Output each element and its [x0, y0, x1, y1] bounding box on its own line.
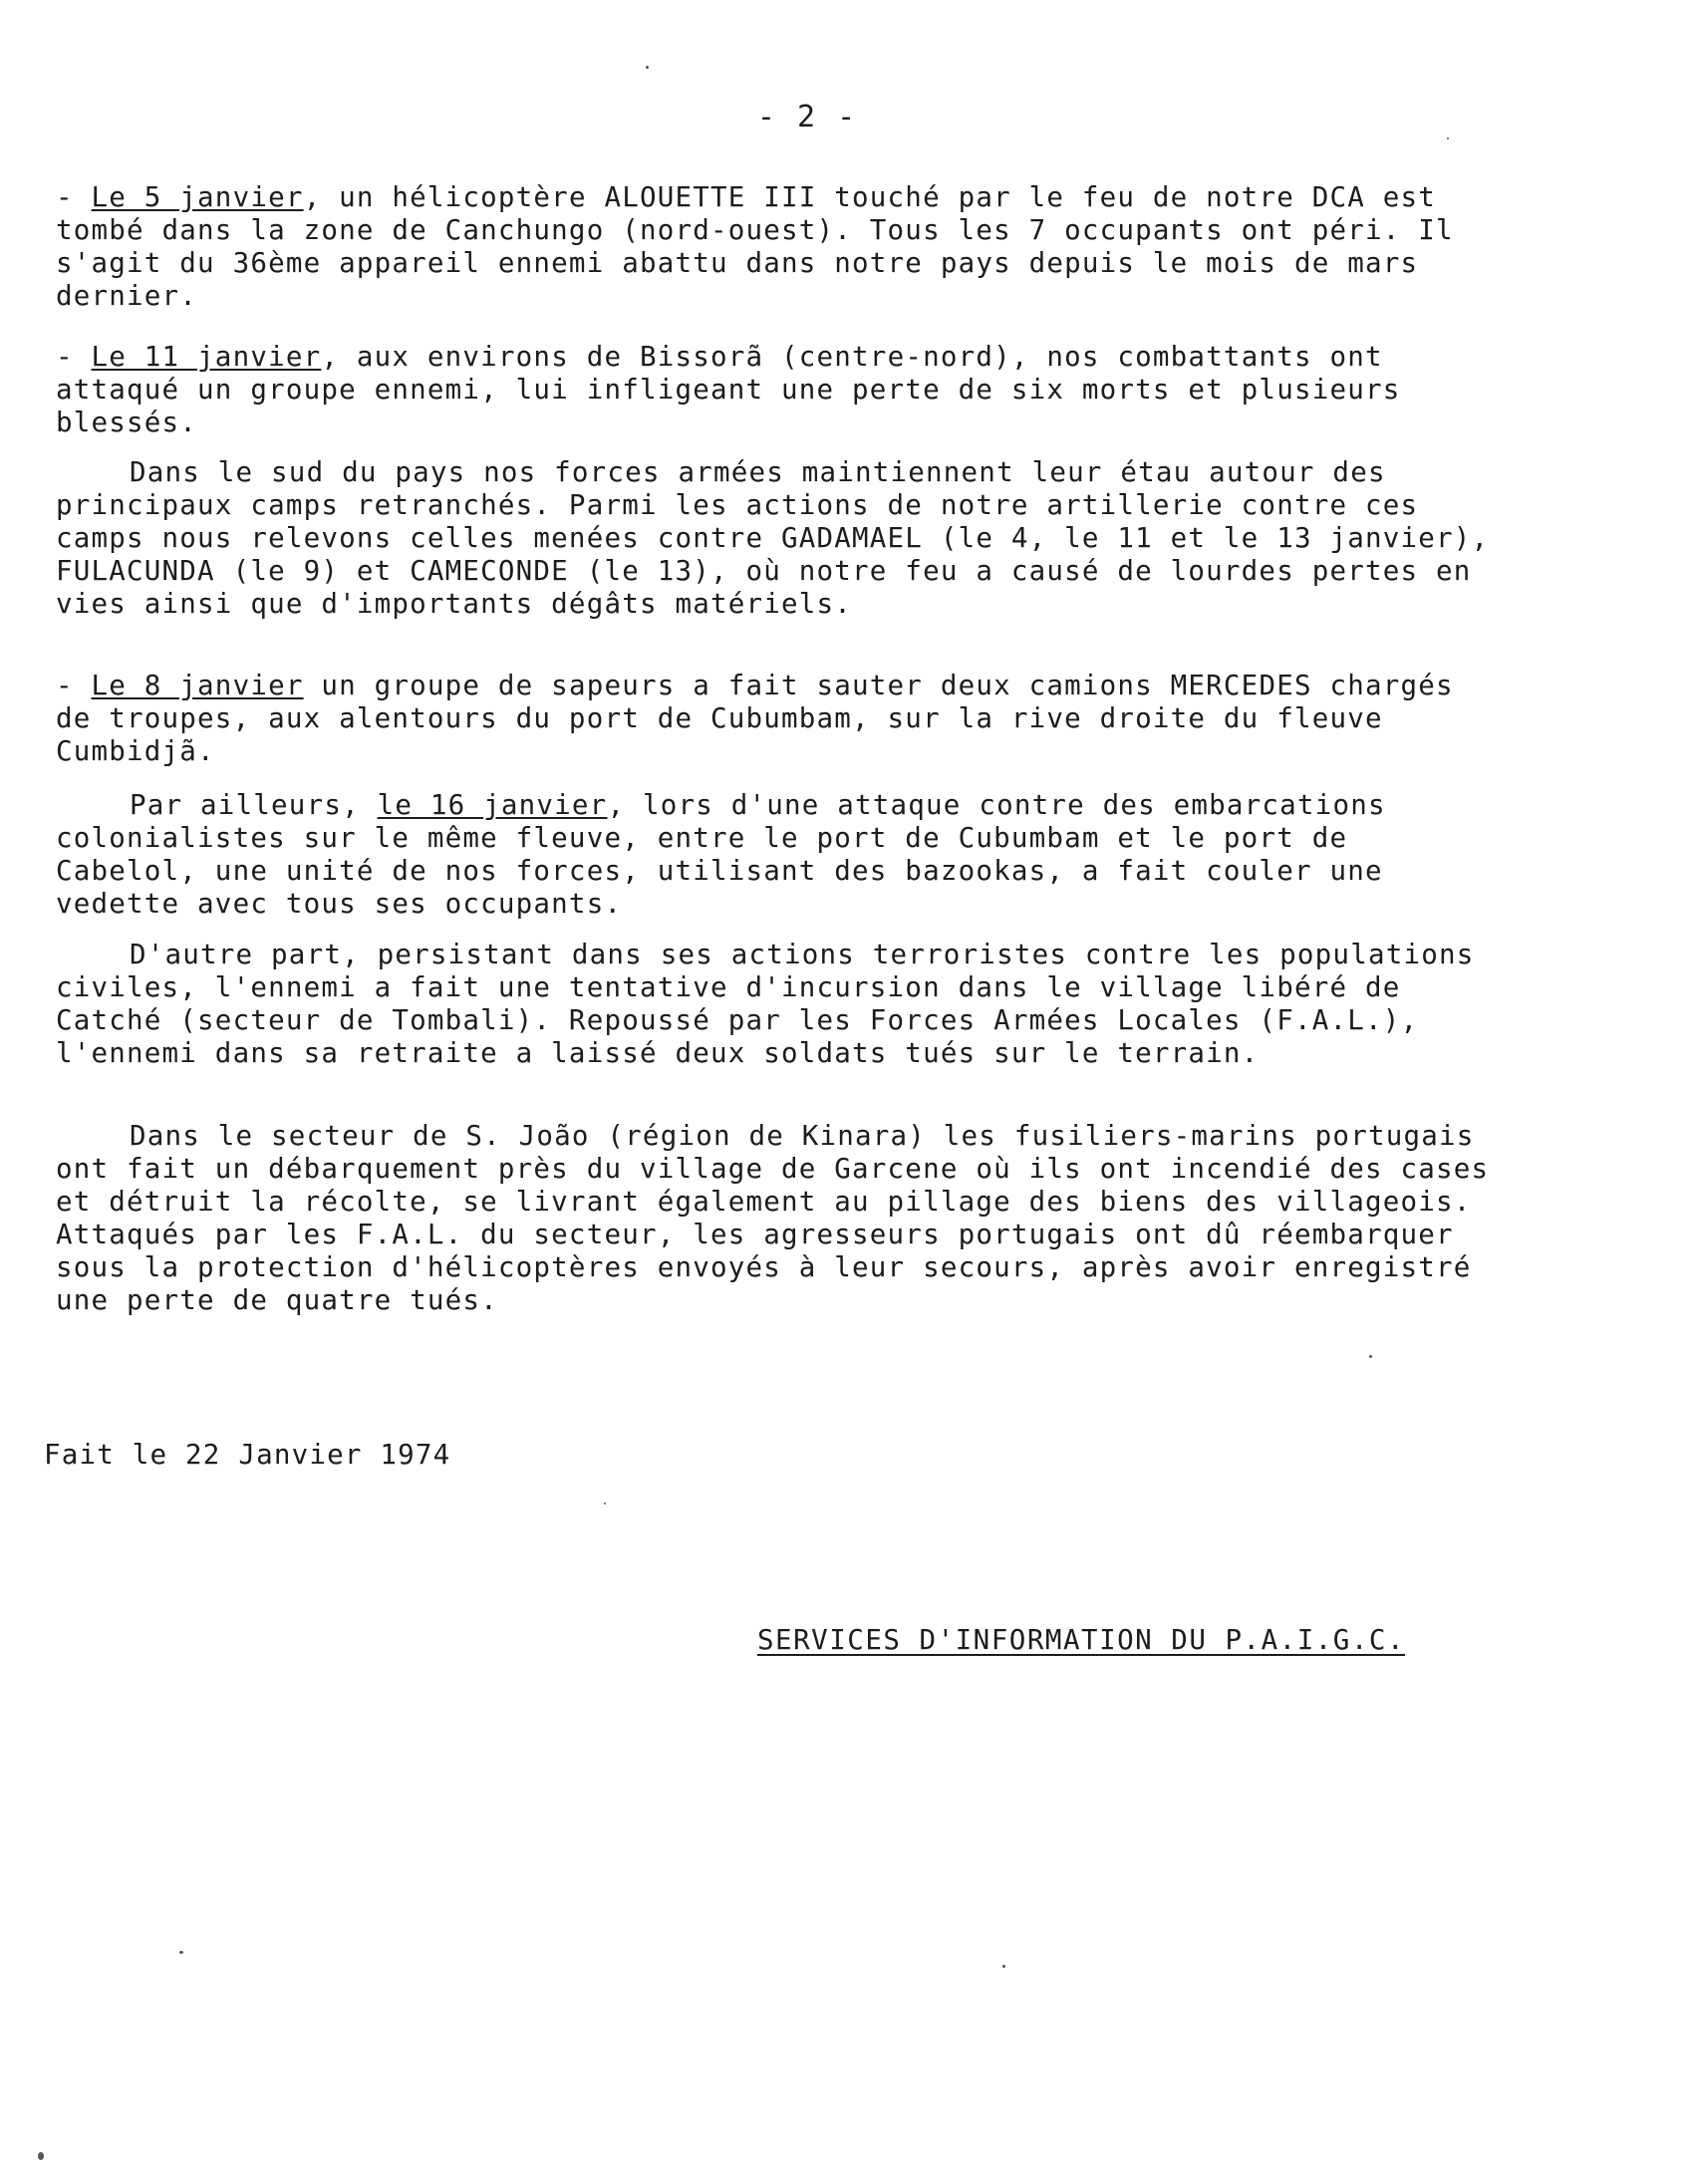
signature-block: SERVICES D'INFORMATION DU P.A.I.G.C. — [757, 1624, 1406, 1656]
paragraph-text: Dans le secteur de S. João (région de Kinara) les fusiliers-marins portugais ont fait un débarquement près du village de Garcene où ils ont incendié des cases et détruit la récolte, se livrant également au pillage des biens des villageois. Attaqués par les F.A.L. du secteur, les agresseurs portugais ont dû réembarquer sous la protection d'hélicoptères envoyés à leur secours, après avoir enregistré une perte de quatre tués. — [56, 1120, 1490, 1316]
closing-date: Fait le 22 Janvier 1974 — [44, 1439, 451, 1471]
scan-speck — [179, 1951, 183, 1954]
paragraph-text: , lors d'une attaque contre des embarcations colonialistes sur le même fleuve, entre le port de Cubumbam et le port de Cabelol, une unité de nos forces, utilisant des bazookas, a fait couler une vedette avec tous ses occupants. — [56, 789, 1386, 920]
paragraph-text: Par ailleurs, — [130, 789, 378, 821]
paragraph-text: , aux environs de Bissorã (centre-nord), nos combattants ont attaqué un groupe ennemi, lui infligeant une perte de six morts et plusieurs blessés. — [56, 341, 1401, 438]
paragraph-boat-attack — [56, 789, 1491, 921]
scan-speck — [38, 2152, 44, 2160]
underlined-date: Le 8 janvier — [91, 670, 304, 701]
paragraph-text: , un hélicoptère ALOUETTE III touché par le feu de notre DCA est tombé dans la zone de Canchungo (nord-ouest). Tous les 7 occupants ont péri. Il s'agit du 36ème appareil ennemi abattu dans notre pays depuis le mois de mars dernier. — [56, 181, 1454, 312]
paragraph-dash: - — [56, 181, 92, 213]
paragraph-incursion — [56, 939, 1491, 1070]
scan-speck — [646, 66, 649, 69]
underlined-date: Le 11 janvier — [91, 341, 322, 373]
paragraph-south — [56, 456, 1491, 621]
paragraph-dash: - — [56, 670, 92, 701]
paragraph-text: D'autre part, persistant dans ses actions terroristes contre les populations civiles, l'ennemi a fait une tentative d'incursion dans le village libéré de Catché (secteur de Tombali). Repoussé par les Forces Armées Locales (F.A.L.), l'ennemi dans sa retraite a laissé deux soldats tués sur le terrain. — [56, 939, 1475, 1069]
paragraph-text: un groupe de sapeurs a fait sauter deux camions MERCEDES chargés de troupes, aux alentours du port de Cubumbam, sur la rive droite du fleuve Cumbidjã. — [56, 670, 1454, 767]
paragraph-helicopter — [56, 181, 1491, 313]
scan-speck — [1447, 137, 1449, 139]
underlined-date: Le 5 janvier — [91, 181, 304, 213]
paragraph-dash: - — [56, 341, 92, 373]
scan-speck — [1002, 1965, 1005, 1968]
scan-speck — [604, 1502, 606, 1504]
scan-speck — [1369, 1355, 1372, 1358]
paragraph-landing — [56, 1120, 1491, 1317]
paragraph-sappers — [56, 670, 1491, 768]
paragraph-text: Dans le sud du pays nos forces armées maintiennent leur étau autour des principaux camps retranchés. Parmi les actions de notre artillerie contre ces camps nous relevons celles menées contre GADAMAEL (le 4, le 11 et le 13 janvier), FULACUNDA (le 9) et CAMECONDE (le 13), où notre feu a causé de lourdes pertes en vies ainsi que d'importants dégâts matériels. — [56, 456, 1490, 620]
page-number: - 2 - — [756, 100, 858, 135]
underlined-date: le 16 janvier — [377, 789, 608, 821]
paragraph-bissora — [56, 341, 1491, 439]
